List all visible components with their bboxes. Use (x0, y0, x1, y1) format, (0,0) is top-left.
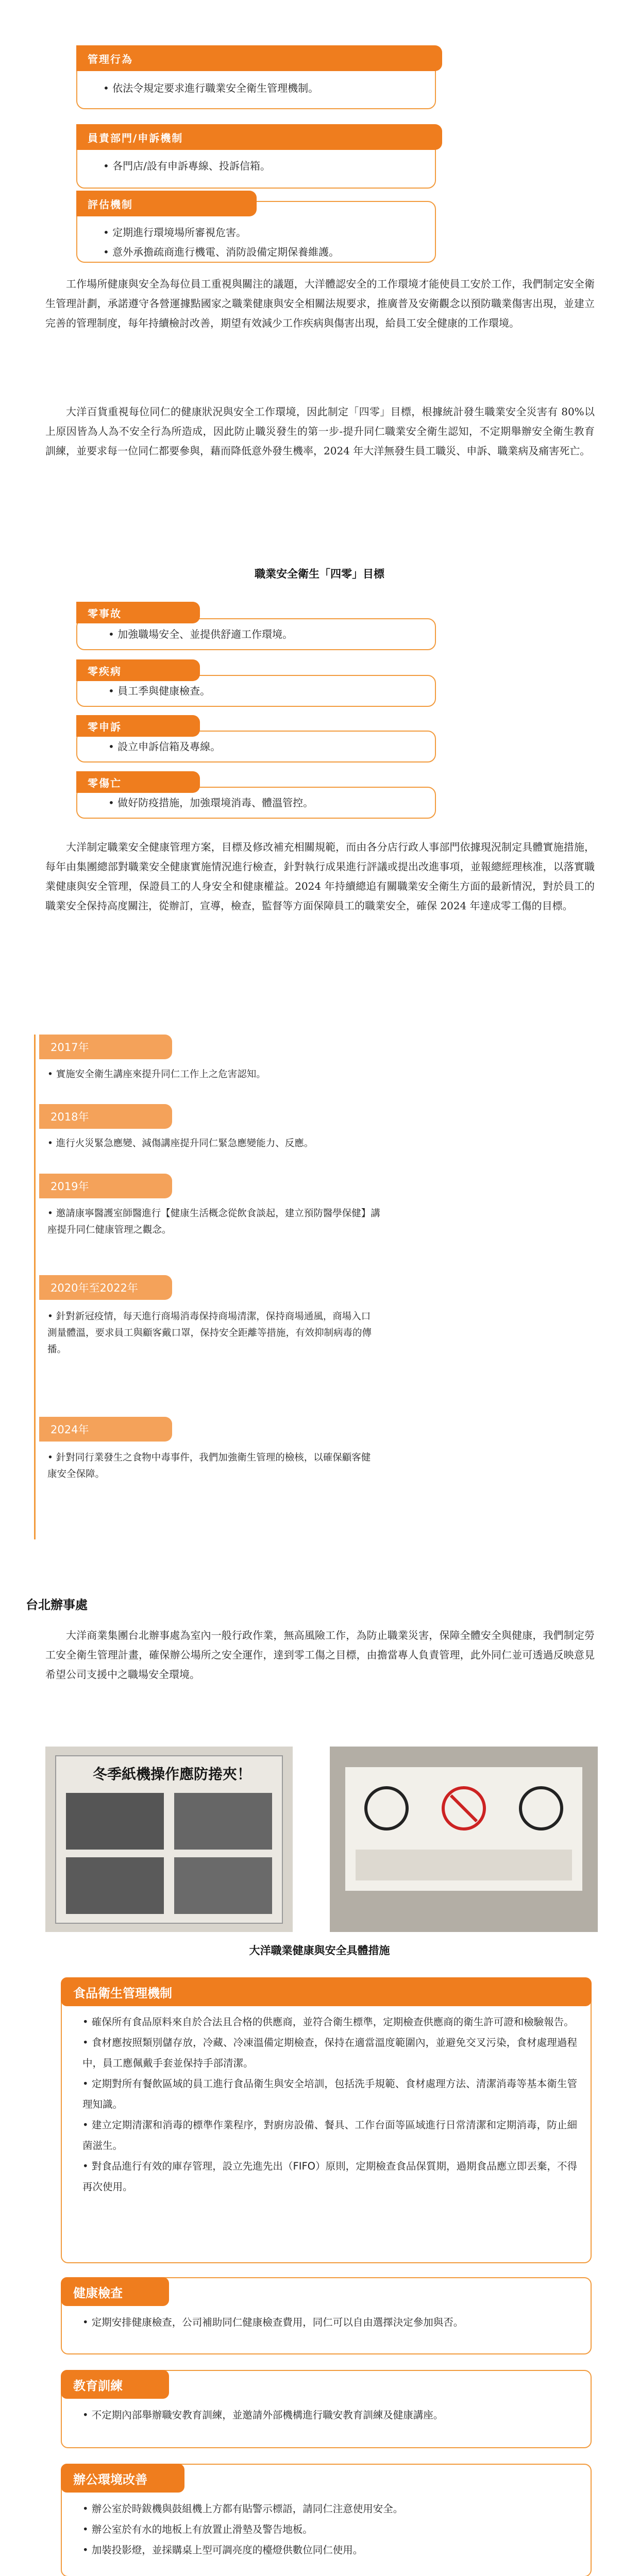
goal-tab-2: 零疾病 (76, 659, 200, 681)
goal-item-3: • 設立申訴信箱及專線。 (108, 737, 221, 756)
para-3: 大洋制定職業安全健康管理方案，目標及修改補充相關規範，而由各分店行政人事部門依據現況制定具體實施措施，每年由集團總部對職業安全健康實施情況進行檢查，針對執行成果進行評議或提出改進事項，並報總經理核准，以落實職業健康與安全管理，保證員工的人身安全和健康權益。2024 年持續總追有關職業安全衛生方面的最新情況，對於員工的職業安全保持高度關注，從辦訂，宣導，檢查，監督等方面保障員工的職業安全，確保 2024 年達成零工傷的目標。 (45, 841, 595, 912)
year-2020-2022: 2020年至2022年 (39, 1275, 172, 1300)
goal-tab-1: 零事故 (76, 602, 200, 623)
para-2: 大洋百貨重視每位同仁的健康狀況與安全工作環境，因此制定「四零」目標，根據統計發生職業安全災害有 80%以上原因皆為人為不安全行為所造成，因此防止職災發生的第一步-提升同仁職業安全衛生認知，不定期舉辦安全衛生教育訓練，並要求每一位同仁都要參與，藉而降低意外發生機率，2024 年大洋無發生員工職災、申訴、職業病及痛害死亡。 (45, 405, 595, 457)
year-2024: 2024年 (39, 1417, 172, 1442)
goal-item-2: • 員工季與健康檢查。 (108, 681, 210, 701)
measure-title-3: 教育訓練 (61, 2370, 169, 2399)
eval-tab: 評估機制 (76, 191, 257, 216)
mgmt-tab: 管理行為 (76, 45, 442, 71)
year-2018-text: • 進行火災緊急應變、減傷講座提升同仁緊急應變能力、反應。 (47, 1136, 532, 1152)
year-2018: 2018年 (39, 1104, 172, 1129)
measure-body-1: • 確保所有食品原料來自於合法且合格的供應商，並符合衛生標準，定期檢查供應商的衛生許可證和檢驗報告。 • 食材應按照類別儲存放，冷藏、冷凍溫備定期檢查，保持在適當溫度範圍內，並避免交叉污染，食材處理過程中，員工應佩戴手套並保持手部清潔。 • 定期對所有餐飲區域的員工進行食品衛生與安全培訓，包括洗手規範、食材處理方法、清潔消毒等基本衛生管理知識。 • 建立定期清潔和消毒的標準作業程序，對廚房設備、餐具、工作台面等區域進行日常清潔和定期消毒，防止細菌滋生。 • 對食品進行有效的庫存管理，設立先進先出（FIFO）原則，定期檢查食品保質期，過期食品應立即丟棄，不得再次使用。 (82, 2012, 577, 2197)
goal-item-1: • 加強職場安全、並提供舒適工作環境。 (108, 624, 293, 644)
year-2024-text: • 針對同行業發生之食物中毒事件，我們加強衛生管理的檢核，以確保顧客健康安全保障。 (47, 1450, 377, 1483)
para-4: 大洋商業集團台北辦事處為室內一般行政作業，無高風險工作，為防止職業災害，保障全體安全與健康，我們制定勞工安全衛生管理計畫，確保辦公場所之安全運作，達到零工傷之目標，由擔當專人負責管理，此外同仁並可透過反映意見希望公司支援中之職場安全環境。 (45, 1629, 595, 1681)
year-2017-text: • 實施安全衛生講座來提升同仁工作上之危害認知。 (47, 1066, 532, 1083)
eval-items: • 定期進行環境場所審視危害。 • 意外承擔疏商進行機電、消防設備定期保養維護。 (103, 223, 339, 262)
measure-title-2: 健康檢查 (61, 2277, 169, 2306)
goals-heading: 職業安全衛生「四零」目標 (255, 567, 384, 580)
goal-tab-3: 零申訴 (76, 715, 200, 737)
dept-items: • 各門店/設有申訴專線、投訴信箱。 (103, 156, 271, 176)
year-2017: 2017年 (39, 1035, 172, 1059)
measure-body-2: • 定期安排健康檢查，公司補助同仁健康檢查費用，同仁可以自由選擇決定參加與否。 (82, 2312, 577, 2333)
year-2019: 2019年 (39, 1174, 172, 1198)
measure-title-4: 辦公環境改善 (61, 2464, 184, 2493)
para-1: 工作場所健康與安全為每位員工重視與關注的議題，大洋體認安全的工作環境才能使員工安於工作，我們制定安全衛生管理計劃，承諾遵守各營運據點國家之職業健康與安全相關法規要求，推廣普及安衛觀念以預防職業傷害出現，並建立完善的管理制度，每年持續檢討改善，期望有效減少工作疾病與傷害出現，給員工安全健康的工作環境。 (45, 278, 595, 329)
section-title: 台北辦事處 (26, 1597, 88, 1612)
goal-item-4: • 做好防疫措施，加強環境消毒、體溫管控。 (108, 793, 313, 812)
dept-tab: 員責部門/申訴機制 (76, 124, 442, 150)
year-2020-2022-text: • 針對新冠疫情，每天進行商場消毒保持商場清潔，保持商場通風，商場入口測量體溫，要求員工與顧客戴口罩，保持安全距離等措施，有效抑制病毒的傳播。 (47, 1309, 377, 1358)
goal-tab-4: 零傷亡 (76, 771, 200, 793)
poster-text: 冬季紙機操作應防捲夾！ (92, 1766, 251, 1783)
measure-body-3: • 不定期內部舉辦職安教育訓練，並邀請外部機構進行職安教育訓練及健康講座。 (82, 2405, 577, 2426)
warning-sign-photo (330, 1747, 598, 1932)
poster-photo (45, 1747, 293, 1932)
mgmt-items: • 依法令規定要求進行職業安全衛生管理機制。 (103, 78, 318, 98)
measure-title-1: 食品衛生管理機制 (61, 1977, 592, 2006)
measures-heading: 大洋職業健康與安全具體措施 (249, 1944, 390, 1957)
timeline-line (34, 1035, 36, 1539)
year-2019-text: • 邀請康寧醫護室師醫進行【健康生活概念從飲食談起，建立預防醫學保健】講座提升同仁健康管理之觀念。 (47, 1206, 388, 1239)
measure-body-4: • 辦公室於時鈸機與鼓組機上方都有貼警示標語，請同仁注意使用安全。 • 辦公室於有水的地板上有放置止滑墊及警告地板。 • 加裝投影燈，並採購桌上型可調亮度的檯燈供數位同仁使用。 (82, 2499, 577, 2561)
